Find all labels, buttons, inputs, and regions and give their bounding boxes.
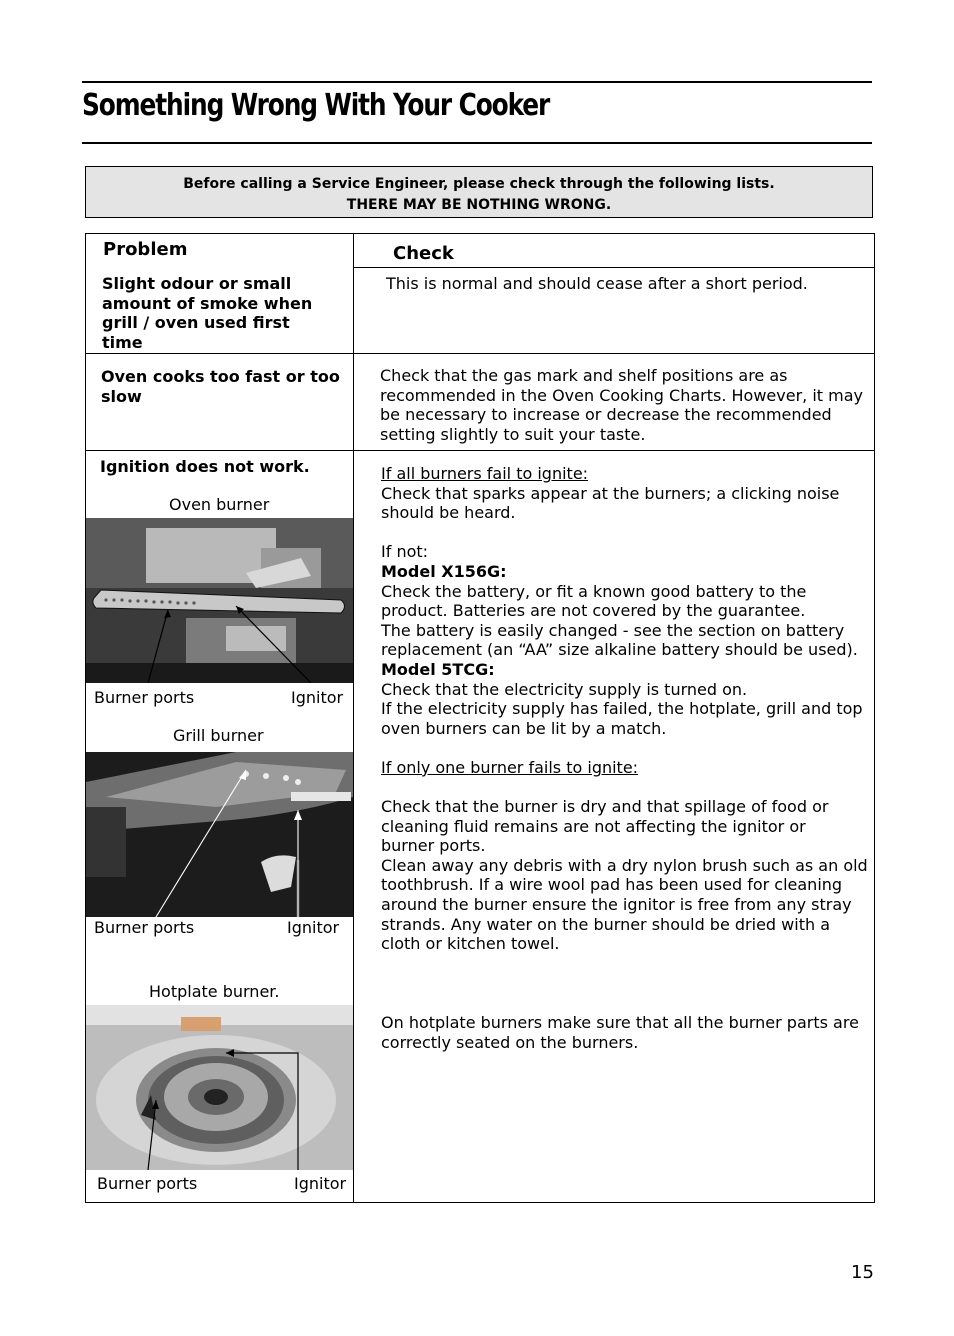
service-notice [85, 166, 873, 218]
one-burner-heading: If only one burner fails to ignite: [381, 757, 639, 777]
problem-oven-line: Oven cooks too fast or too [101, 367, 340, 386]
check-header: Check [393, 243, 454, 264]
page-number: 15 [851, 1262, 874, 1283]
problem-odour-line: amount of smoke when [102, 293, 313, 313]
check-line: correctly seated on the burners. [381, 1032, 639, 1052]
check-line: Check the battery, or fit a known good battery to the [381, 581, 807, 601]
spacer [381, 523, 868, 543]
check-line: On hotplate burners make sure that all the burner parts are [381, 1013, 859, 1032]
model-x156g-heading: Model X156G: [381, 561, 507, 581]
if-not-label: If not: [381, 542, 429, 562]
all-burners-heading: If all burners fail to ignite: [381, 464, 589, 483]
problem-oven-line: slow [101, 386, 142, 406]
problem-odour-line: grill / oven used first [102, 313, 290, 333]
check-hotplate [381, 1013, 859, 1052]
check-line: Clean away any debris with a dry nylon brush such as an old [381, 855, 868, 875]
grill-burner-ports-label: Burner ports [94, 918, 195, 937]
check-line: Check that the electricity supply is turned on. [381, 679, 748, 699]
check-line: cleaning fluid remains are not affecting the ignitor or [381, 816, 806, 836]
model-5tcg-heading: Model 5TCG: [381, 659, 495, 679]
oven-burner-caption: Oven burner [169, 495, 270, 514]
check-oven-speed [380, 366, 863, 444]
check-line: oven burners can be lit by a match. [381, 718, 667, 738]
page-title: Something Wrong With Your Cooker [82, 88, 550, 123]
check-line: If the electricity supply has failed, the hotplate, grill and top [381, 699, 863, 719]
notice-line-1: Before calling a Service Engineer, please check through the following lists. [183, 176, 775, 192]
hotplate-burner-ports-label: Burner ports [97, 1174, 198, 1193]
problem-odour-line: time [102, 332, 143, 352]
check-ignition [381, 464, 868, 954]
grill-burner-photo [86, 752, 353, 917]
problem-header: Problem [103, 239, 188, 260]
grill-burner-caption: Grill burner [173, 726, 264, 745]
check-oven-line: Check that the gas mark and shelf positions are as [380, 366, 788, 385]
grill-ignitor-label: Ignitor [287, 918, 340, 937]
problem-oven-speed [101, 367, 340, 406]
spacer [381, 778, 868, 798]
problem-ignition: Ignition does not work. [100, 457, 310, 476]
check-line: The battery is easily changed - see the section on battery [381, 620, 845, 640]
check-line: cloth or kitchen towel. [381, 934, 560, 954]
check-line: around the burner ensure the ignitor is free from any stray [381, 895, 852, 915]
row-divider-1 [85, 353, 875, 354]
check-line: should be heard. [381, 503, 516, 523]
check-oven-line: setting slightly to suit your taste. [380, 424, 646, 444]
oven-burner-ports-label: Burner ports [94, 688, 195, 707]
check-odour: This is normal and should cease after a short period. [386, 274, 808, 293]
check-line: burner ports. [381, 836, 486, 856]
row-divider-2 [85, 450, 875, 451]
problem-odour [102, 274, 312, 352]
check-line: toothbrush. If a wire wool pad has been used for cleaning [381, 875, 843, 895]
column-divider [353, 233, 354, 1203]
hotplate-burner-caption: Hotplate burner. [149, 982, 280, 1001]
spacer [381, 738, 868, 758]
title-underline [82, 142, 872, 144]
check-line: strands. Any water on the burner should be dried with a [381, 914, 830, 934]
notice-line-2: THERE MAY BE NOTHING WRONG. [346, 197, 612, 213]
check-oven-line: be necessary to increase or decrease the recommended [380, 405, 832, 425]
check-line: replacement (an “AA” size alkaline battery should be used). [381, 640, 858, 660]
oven-burner-photo [86, 518, 353, 683]
check-oven-line: recommended in the Oven Cooking Charts. However, it may [380, 385, 863, 405]
check-line: product. Batteries are not covered by the guarantee. [381, 601, 806, 621]
problem-odour-line: Slight odour or small [102, 274, 292, 293]
check-header-underline [353, 267, 874, 268]
check-line: Check that sparks appear at the burners; a clicking noise [381, 483, 840, 503]
hotplate-burner-photo [86, 1005, 353, 1170]
top-rule [82, 81, 872, 83]
oven-ignitor-label: Ignitor [291, 688, 344, 707]
hotplate-ignitor-label: Ignitor [294, 1174, 347, 1193]
check-line: Check that the burner is dry and that spillage of food or [381, 797, 829, 817]
